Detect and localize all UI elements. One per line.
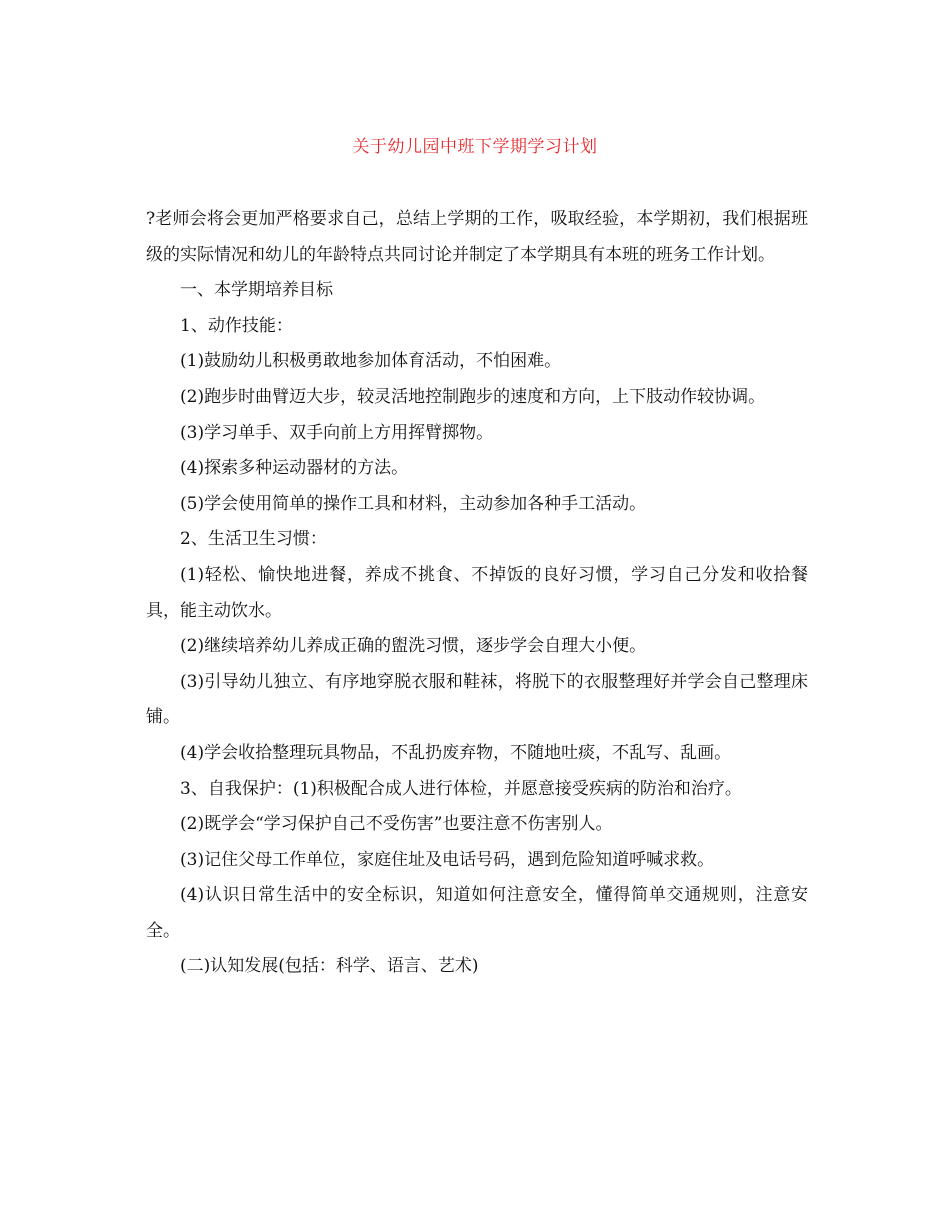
paragraph: (3)引导幼儿独立、有序地穿脱衣服和鞋袜，将脱下的衣服整理好并学会自己整理床铺。	[146, 671, 808, 728]
document-title: 关于幼儿园中班下学期学习计划	[352, 137, 598, 157]
paragraph: 3、自我保护：(1)积极配合成人进行体检，并愿意接受疾病的防治和治疗。	[180, 778, 742, 799]
paragraph: (二)认知发展(包括：科学、语言、艺术)	[180, 956, 479, 977]
paragraph: (1)轻松、愉快地进餐，养成不挑食、不掉饭的良好习惯，学习自己分发和收拾餐具，能主动饮水。	[146, 564, 808, 621]
paragraph: 2、生活卫生习惯：	[180, 529, 327, 550]
paragraph: (2)跑步时曲臂迈大步，较灵活地控制跑步的速度和方向，上下肢动作较协调。	[180, 386, 766, 407]
paragraph: (4)探索多种运动器材的方法。	[180, 458, 409, 479]
paragraph: (3)记住父母工作单位，家庭住址及电话号码，遇到危险知道呼喊求救。	[180, 849, 715, 870]
paragraph: (2)既学会“学习保护自己不受伤害”也要注意不伤害别人。	[180, 814, 613, 835]
paragraph: (4)学会收拾整理玩具物品，不乱扔废弃物，不随地吐痰，不乱写、乱画。	[180, 742, 732, 763]
paragraph: (2)继续培养幼儿养成正确的盥洗习惯，逐步学会自理大小便。	[180, 636, 647, 657]
paragraph: (4)认识日常生活中的安全标识，知道如何注意安全，懂得简单交通规则，注意安全。	[146, 885, 808, 941]
document-body	[146, 202, 808, 985]
paragraph: (3)学习单手、双手向前上方用挥臂掷物。	[180, 422, 494, 443]
paragraph: (5)学会使用简单的操作工具和材料，主动参加各种手工活动。	[180, 493, 647, 514]
paragraph: (1)鼓励幼儿积极勇敢地参加体育活动，不怕困难。	[180, 351, 562, 372]
paragraph: ?老师会将会更加严格要求自己，总结上学期的工作，吸取经验，本学期初，我们根据班级的实际情况和幼儿的年龄特点共同讨论并制定了本学期具有本班的班务工作计划。	[146, 209, 808, 265]
paragraph: 一、本学期培养目标	[180, 280, 333, 301]
paragraph: 1、动作技能：	[180, 315, 293, 336]
